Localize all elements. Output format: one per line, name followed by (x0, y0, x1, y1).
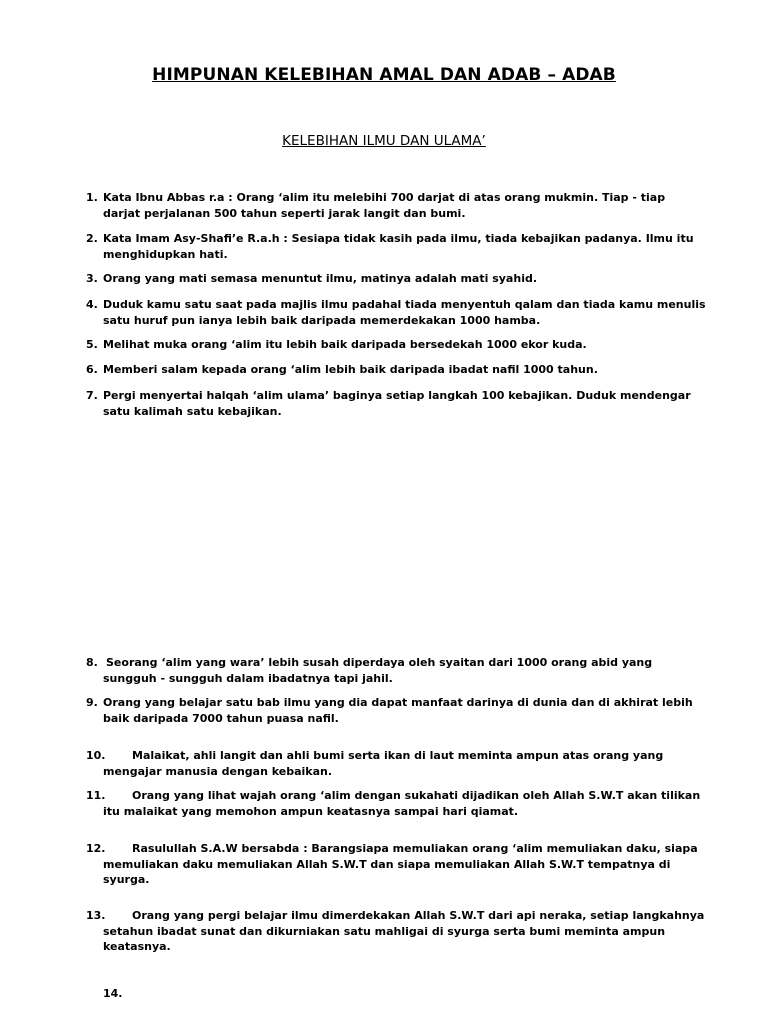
section-heading: KELEBIHAN ILMU DAN ULAMA’ (282, 133, 486, 149)
item-text: syurga. (103, 873, 150, 886)
item-text: memuliakan daku memuliakan Allah S.W.T dan siapa memuliakan Allah S.W.T tempatnya di (103, 857, 671, 871)
item-number: 10. (86, 749, 106, 762)
item-text: Seorang ‘alim yang wara’ lebih susah diperdaya oleh syaitan dari 1000 orang abid yang (106, 656, 653, 669)
item-number: 11. (86, 789, 106, 802)
item-text: Orang yang mati semasa menuntut ilmu, matinya adalah mati syahid. (103, 272, 538, 285)
item-number: 6. (86, 363, 98, 376)
item-number: 4. (86, 298, 98, 311)
list-item-7 (86, 388, 726, 419)
list-item-8 (86, 655, 726, 686)
item-text: setahun ibadat sunat dan dikurniakan satu mahligai di syurga serta bumi meminta ampun (103, 924, 666, 938)
item-text: Malaikat, ahli langit dan ahli bumi serta ikan di laut meminta ampun atas orang yang (132, 749, 664, 762)
list-item-11 (86, 788, 726, 819)
item-number: 7. (86, 389, 98, 402)
item-text: Orang yang pergi belajar ilmu dimerdekakan Allah S.W.T dari api neraka, setiap langkahnya (132, 909, 705, 922)
item-text: itu malaikat yang memohon ampun keatasnya sampai hari qiamat. (103, 804, 519, 818)
item-number: 8. (86, 656, 98, 669)
item-text: Duduk kamu satu saat pada majlis ilmu padahal tiada menyentuh qalam dan tiada kamu menulis (103, 298, 706, 311)
item-text: Orang yang lihat wajah orang ‘alim dengan sukahati dijadikan oleh Allah S.W.T akan tilikan (132, 789, 701, 802)
item-text: Pergi menyertai halqah ‘alim ulama’ baginya setiap langkah 100 kebajikan. Duduk mendengar (103, 389, 691, 402)
item-text: Kata Imam Asy-Shafi’e R.a.h : Sesiapa tidak kasih pada ilmu, tiada kebajikan padanya. Ilmu itu (103, 232, 694, 245)
item-text: keatasnya. (103, 940, 171, 953)
list-item-4 (86, 297, 726, 328)
item-text: Orang yang belajar satu bab ilmu yang dia dapat manfaat darinya di dunia dan di akhirat lebih (103, 696, 693, 709)
document-title: HIMPUNAN KELEBIHAN AMAL DAN ADAB – ADAB (152, 65, 616, 85)
item-number: 14. (103, 987, 123, 1000)
item-text: Melihat muka orang ‘alim itu lebih baik daripada bersedekah 1000 ekor kuda. (103, 338, 587, 351)
list-item-3 (86, 271, 726, 287)
item-number: 13. (86, 909, 106, 922)
item-number: 5. (86, 338, 98, 351)
item-text: menghidupkan hati. (103, 247, 228, 261)
list-item-14 (103, 986, 743, 1002)
item-number: 1. (86, 191, 98, 204)
item-number: 12. (86, 842, 106, 855)
list-item-6 (86, 362, 726, 378)
item-text: darjat perjalanan 500 tahun seperti jarak langit dan bumi. (103, 206, 466, 220)
list-item-10 (86, 748, 726, 779)
list-item-9 (86, 695, 726, 726)
item-number: 9. (86, 696, 98, 709)
item-text: satu huruf pun ianya lebih baik daripada memerdekakan 1000 hamba. (103, 313, 541, 327)
list-item-5 (86, 337, 726, 353)
item-number: 3. (86, 272, 98, 285)
item-text: satu kalimah satu kebajikan. (103, 404, 282, 418)
list-item-12 (86, 841, 726, 888)
item-text: Rasulullah S.A.W bersabda : Barangsiapa memuliakan orang ‘alim memuliakan daku, siapa (132, 842, 698, 855)
item-number: 2. (86, 232, 98, 245)
list-item-13 (86, 908, 726, 955)
item-text: Kata Ibnu Abbas r.a : Orang ‘alim itu melebihi 700 darjat di atas orang mukmin. Tiap - tiap (103, 191, 666, 204)
item-text: mengajar manusia dengan kebaikan. (103, 764, 333, 778)
item-text: baik daripada 7000 tahun puasa nafil. (103, 711, 339, 725)
list-item-2 (86, 231, 726, 262)
item-text: sungguh - sungguh dalam ibadatnya tapi jahil. (103, 671, 393, 685)
list-item-1 (86, 190, 726, 221)
item-text: Memberi salam kepada orang ‘alim lebih baik daripada ibadat nafil 1000 tahun. (103, 363, 598, 376)
